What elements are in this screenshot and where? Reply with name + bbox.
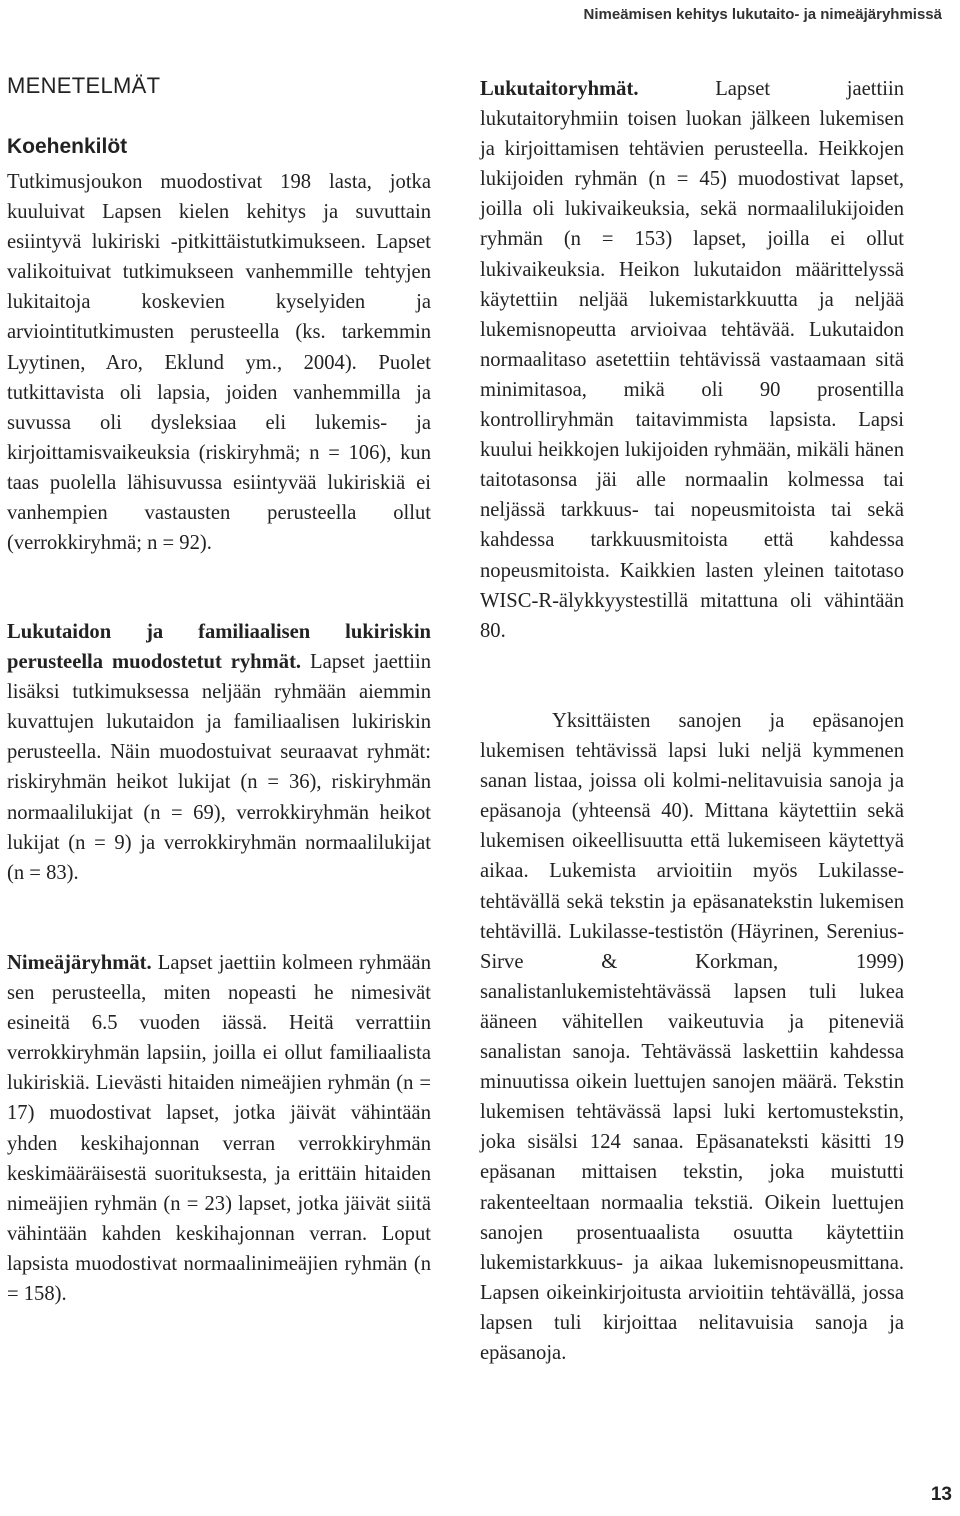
paragraph-reading-groups	[480, 74, 904, 646]
paragraph-naming-groups	[7, 948, 431, 1309]
paragraph-text: Lapset jaettiin lukutaitoryhmiin toisen luokan jälkeen lukemisen ja kirjoittamisen tehtävien perusteella. Heikkojen lukijoiden ryhmän (n = 45) muodostivat lapset, joilla oli lukivaikeuksia, sekä normaalilukijoiden ryhmän (n = 153) lapset, joilla ei ollut lukivaikeuksia. Heikon lukutaidon määrittelyssä käytettiin neljää lukemistarkkuutta ja neljää lukemisnopeutta arvioivaa tehtävää. Lukutaidon normaalitaso asetettiin tehtävissä vastaamaan sitä minimitasoa, mikä oli 90 prosentilla kontrolliryhmän taitavimmista lapsista. Lapsi kuului heikkojen lukijoiden ryhmään, mikäli hänen taitotasonsa jäi alle normaalin kolmessa tai neljässä tarkkuus- tai nopeusmitoista tai sekä kahdessa tarkkuusmitoista että kahdessa nopeusmitoista. Kaikkien lasten yleinen taitotaso WISC-R-älykkyystestillä mitattuna oli vähintään 80.	[480, 78, 904, 642]
run-in-heading: Lukutaidon ja familiaalisen lukiriskin perusteella muodostetut ryhmät.	[7, 621, 431, 674]
running-head: Nimeämisen kehitys lukutaito- ja nimeäjäryhmissä	[583, 6, 942, 23]
paragraph-reading-tasks	[480, 706, 904, 1368]
section-title: MENETELMÄT	[7, 73, 161, 98]
paragraph-text: Lapset jaettiin lisäksi tutkimuksessa neljään ryhmään aiemmin kuvattujen lukutaidon ja familiaalisen lukiriskin perusteella. Näin muodostuivat seuraavat ryhmät: riskiryhmän heikot lukijat (n = 36), riskiryhmän normaalilukijat (n = 69), verrokkiryhmän heikot lukijat (n = 9) ja verrokkiryhmän normaalilukijat (n = 83).	[7, 651, 431, 884]
paragraph-participants	[7, 167, 431, 558]
run-in-heading: Nimeäjäryhmät.	[7, 952, 152, 974]
paragraph-text: Tutkimusjoukon muodostivat 198 lasta, jotka kuuluivat Lapsen kielen kehitys ja suvuttain esiintyvä lukiriski -pitkittäistutkimukseen. Lapset valikoituivat tutkimukseen vanhemmille tehtyjen lukitaitoja koskevien kyselyiden ja arviointitutkimusten perusteella (ks. tarkemmin Lyytinen, Aro, Eklund ym., 2004). Puolet tutkittavista oli lapsia, joiden vanhemmilla ja suvussa oli dysleksiaa eli lukemis- ja kirjoittamisvaikeuksia (riskiryhmä; n = 106), kun taas puolella lähisuvussa esiintyvää lukiriskiä ei vanhempien vastausten perusteella ollut (verrokkiryhmä; n = 92).	[7, 171, 431, 555]
run-in-heading: Lukutaitoryhmät.	[480, 78, 639, 100]
page-number: 13	[930, 1484, 952, 1505]
subsection-title: Koehenkilöt	[7, 135, 128, 158]
paragraph-text: Yksittäisten sanojen ja epäsanojen lukemisen tehtävissä lapsi luki neljä kymmenen sanan listaa, joissa oli kolmi-nelitavuisia sanoja ja epäsanoja (yhteensä 40). Mittana käytettiin sekä lukemisen oikeellisuutta että lukemiseen käytettyä aikaa. Lukemista arvioitiin myös Lukilasse-tehtävällä sekä tekstin ja epäsanatekstin lukemisen tehtävillä. Lukilasse-testistön (Häyrinen, Serenius-Sirve & Korkman, 1999) sanalistanlukemistehtävässä lapsen tuli lukea ääneen vähitellen vaikeutuvia ja piteneviä sanalistan sanoja. Tehtävässä laskettiin kahdessa minuutissa oikein luettujen sanojen määrä. Tekstin lukemisen tehtävässä lapsi luki kertomustekstin, joka sisälsi 124 sanaa. Epäsanateksti käsitti 19 epäsanan mittaisen tekstin, joka muistutti rakenteeltaan normaalia tekstiä. Oikein luettujen sanojen prosentuaalista osuutta käytettiin lukemistarkkuus- ja aikaa lukemisnopeusmittana. Lapsen oikeinkirjoitusta arvioitiin tehtävällä, jossa lapsen tuli kirjoittaa nelitavuisia sanoja ja epäsanoja.	[480, 710, 904, 1364]
paragraph-text: Lapset jaettiin kolmeen ryhmään sen perusteella, miten nopeasti he nimesivät esineitä 6.5 vuoden iässä. Heitä verrattiin verrokkiryhmän lapsiin, joilla ei ollut familiaalista lukiriskiä. Lievästi hitaiden nimeäjien ryhmän (n = 17) muodostivat lapset, jotka jäivät vähintään yhden keskihajonnan verran verrokkiryhmän keskimääräisestä suorituksesta, ja erittäin hitaiden nimeäjien ryhmän (n = 23) lapset, jotka jäivät siitä vähintään kahden keskihajonnan verran. Loput lapsista muodostivat normaalinimeäjien ryhmän (n = 158).	[7, 952, 431, 1306]
paragraph-reading-risk-groups	[7, 617, 431, 888]
